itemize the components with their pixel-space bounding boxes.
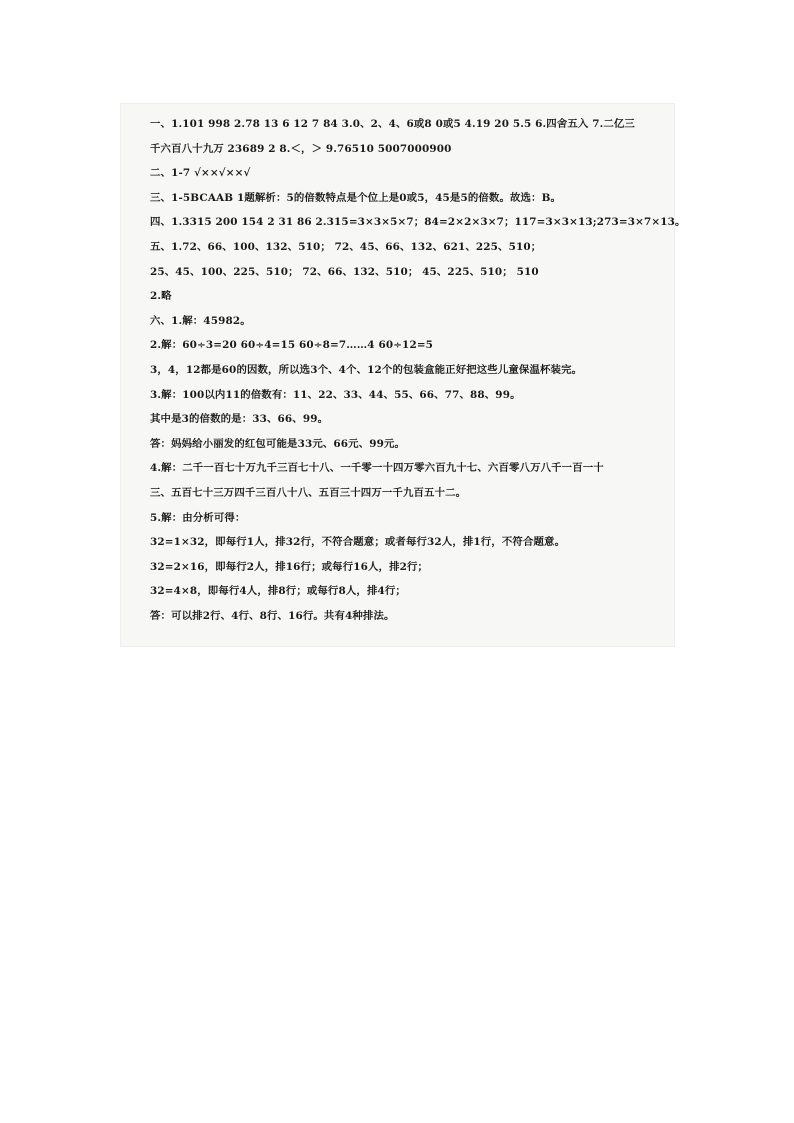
answer-line: 一、1.101 998 2.78 13 6 12 7 84 3.0、2、4、6或8 0或5 4.19 20 5.5 6.四舍五入 7.二亿三 [150, 118, 635, 130]
answer-line: 2.解：60÷3=20 60÷4=15 60÷8=7……4 60÷12=5 [150, 339, 434, 352]
answer-line: 三、1-5BCAAB 1题解析：5的倍数特点是个位上是0或5，45是5的倍数。故选：B。 [150, 191, 562, 204]
answer-line: 五、1.72、66、100、132、510； 72、45、66、132、621、225、510； [150, 240, 542, 253]
answer-line: 其中是3的倍数的是：33、66、99。 [150, 413, 329, 426]
answer-line: 三、五百七十三万四千三百八十八、五百三十四万一千九百五十二。 [150, 486, 467, 499]
answer-line: 25、45、100、225、510； 72、66、132、510； 45、225、510； 510 [150, 265, 539, 278]
answer-line: 32=2×16，即每行2人，排16行；或每行16人，排2行； [150, 560, 429, 573]
answer-line: 32=4×8，即每行4人，排8行；或每行8人，排4行； [150, 585, 406, 598]
answer-line: 4.解：二千一百七十万九千三百七十八、一千零一十四万零六百九十七、六百零八万八千一百一十 [150, 462, 604, 475]
answer-line: 32=1×32，即每行1人，排32行，不符合题意；或者每行32人，排1行，不符合题意。 [150, 536, 566, 549]
answer-line: 3.解：100以内11的倍数有：11、22、33、44、55、66、77、88、99。 [150, 388, 521, 401]
answer-line: 答：可以排2行、4行、8行、16行。共有4种排法。 [150, 609, 395, 622]
answer-line: 六、1.解：45982。 [150, 314, 251, 327]
answer-line: 5.解：由分析可得： [150, 511, 246, 524]
answer-line: 千六百八十九万 23689 2 8.＜，＞ 9.76510 5007000900 [150, 142, 452, 155]
answer-line: 二、1-7 √××√××√ [150, 167, 251, 180]
answer-line: 3，4，12都是60的因数，所以选3个、4个、12个的包装盒能正好把这些儿童保温杯装完。 [150, 363, 583, 376]
answer-line: 答：妈妈给小丽发的红包可能是33元、66元、99元。 [150, 437, 406, 450]
answer-text-block [150, 112, 686, 628]
answer-line: 四、1.3315 200 154 2 31 86 2.315=3×3×5×7；84=2×2×3×7；117=3×3×13;273=3×7×13。 [150, 216, 686, 229]
answer-line: 2.略 [150, 290, 172, 303]
